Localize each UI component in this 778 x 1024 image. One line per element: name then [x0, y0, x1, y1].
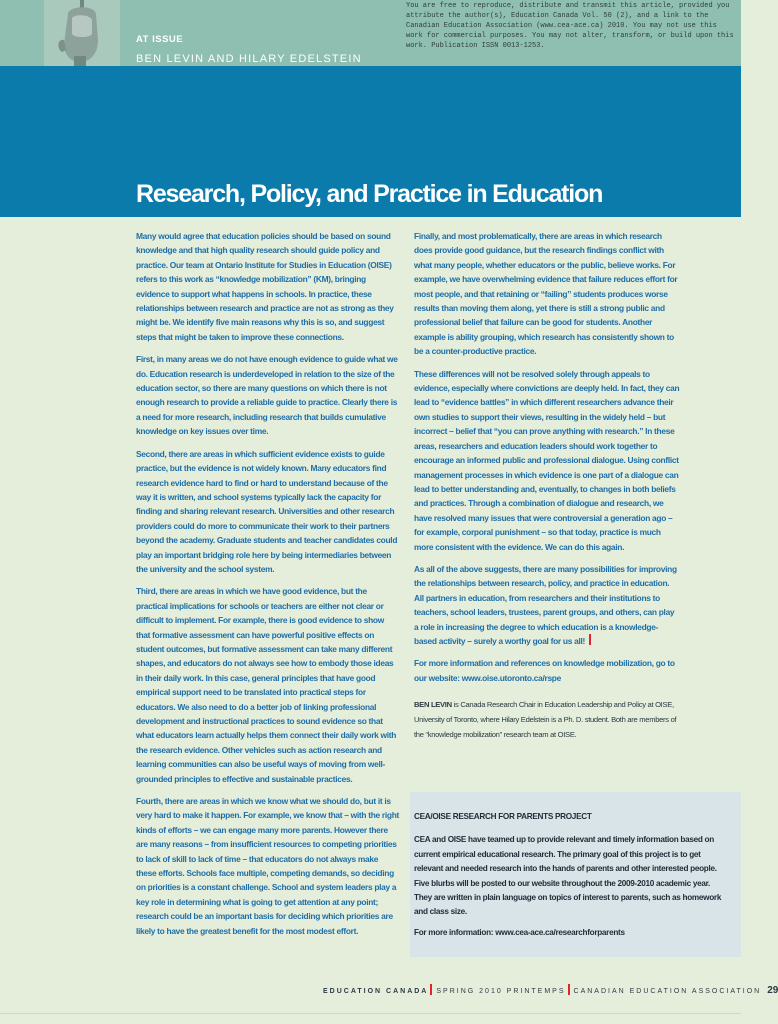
license-notice: You are free to reproduce, distribute and transmit this article, provided you attribute the author(s), Education Canada Vol. 50 (2), and a link to the Canadian Education Association (www.cea-ace.ca) 2010. You may not use this work for commercial purposes. You may not alter, transform, or build upon this work. Publication ISSN 0013-1253. — [406, 2, 734, 50]
bio-text: is Canada Research Chair in Education Leadership and Policy at OISE, University of Toronto, where Hilary Edelstein is a Ph. D. student. Both are members of the “knowledge mobilization” research team at OISE. — [414, 700, 677, 740]
sidebar-heading: CEA/OISE RESEARCH FOR PARENTS PROJECT — [414, 812, 592, 821]
end-mark — [589, 634, 591, 645]
paragraph: Fourth, there are areas in which we know what we should do, but it is very hard to make it happen. For example, we know that – with the right kinds of efforts – we can engage many more parents. However there are many reasons – from insufficient resources to competing priorities to lack of skill to lack of time – that educators do not always make these efforts. Schools face multiple, competing demands, so deciding on priorities is a constant challenge. School and system leaders play a key role in determining what is going to get attention at any point; research could be an important basis for deciding which priorities are likely to have the greatest benefit for the most modest effort. — [136, 796, 400, 936]
boxing-glove-icon — [50, 0, 114, 66]
left-column — [136, 229, 400, 946]
bio-name: BEN LEVIN — [414, 700, 452, 710]
page-footer — [323, 984, 778, 996]
byline: BEN LEVIN AND HILARY EDELSTEIN — [136, 53, 362, 65]
paragraph: Finally, and most problematically, there are areas in which research does provide good guidance, but the research findings conflict with what many people, whether educators or the public, believe works. For example, we have overwhelming evidence that failure reduces effort for most people, and that retaining or “failing” students produces worse results than moving them along, yet there is still a strong public and professional belief that failure can be good for students. Another example is ability grouping, which research has consistently shown to be a counter-productive practice. — [414, 231, 678, 357]
paragraph: Many would agree that education policies should be based on sound knowledge and that high quality research should guide policy and practice. Our team at Ontario Institute for Studies in Education (OISE) refers to this work as “knowledge mobilization” (KM), bringing evidence to support what happens in schools. In practice, these relationships between research and practice are not as strong as they might be. We identify five main reasons why this is so, and suggest steps that might be taken to improve these connections. — [136, 231, 394, 342]
footer-publication: EDUCATION CANADA — [323, 988, 429, 995]
sidebar-body: CEA and OISE have teamed up to provide relevant and timely information based on current empirical educational research. The primary goal of this project is to get relevant and needed research into the hands of parents and other interested people. Five blurbs will be posted to our website throughout the 2009-2010 academic year. They are written in plain language on topics of interest to parents, such as homework and class size. — [414, 835, 722, 917]
paragraph: These differences will not be resolved solely through appeals to evidence, especially where convictions are deeply held. In fact, they can lead to “evidence battles” in which different researchers advance their own studies to support their views, resulting in the widely held – but incorrect – belief that “you can prove anything with research.” In these areas, researchers and education leaders should work together to encourage an informed public and professional dialogue. Using conflict management processes in which evidence is one part of a dialogue can lead to better understanding and, eventually, to changes in both beliefs and practices. Through a combination of dialogue and research, we have resolved many issues that were controversial a generation ago – for example, corporal punishment – so that today, practice is much more consistent with the evidence. We can do this again. — [414, 368, 680, 552]
footer-separator — [430, 984, 432, 995]
paragraph: First, in many areas we do not have enough evidence to guide what we do. Education research is underdeveloped in relation to the size of the education sector, so there are many questions on which there is not enough research to provide a reliable guide to practice. Clearly there is a need for more research, including research that builds cumulative knowledge on key issues over time. — [136, 354, 398, 437]
sidebar-link: For more information: www.cea-ace.ca/researchforparents — [414, 927, 625, 937]
author-photo — [44, 0, 120, 66]
paragraph: Third, there are areas in which we have good evidence, but the practical implications for schools or teachers are either not clear or difficult to implement. For example, there is good evidence to show that formative assessment can have powerful positive effects on student outcomes, but formative assessment can take many different shapes, and educators do not always see how to embody those ideas in their daily work. In this case, general principles that have good empirical support need to be translated into practical steps for educators. We also need to do a better job of linking professional development and instructional practices to sound evidence so that what educators learn actually helps them connect their daily work with the research evidence. Other vehicles such as action research and learning communities can also be useful ways of moving from well-grounded principles to effective and sustainable practices. — [136, 586, 397, 784]
paragraph-text: As all of the above suggests, there are many possibilities for improving the relationships between research, policy, and practice in education. All partners in education, from researchers and their institutions to teachers, school leaders, trustees, parent groups, and others, can play a role in increasing the degree to which education is a knowledge-based activity – surely a worthy goal for us all! — [414, 563, 677, 646]
footer-association: CANADIAN EDUCATION ASSOCIATION — [573, 988, 762, 995]
project-sidebar — [410, 792, 741, 957]
right-column — [414, 229, 680, 742]
paragraph: For more information and references on knowledge mobilization, go to our website: www.oise.utoronto.ca/rspe — [414, 658, 675, 683]
paragraph — [414, 562, 680, 648]
author-bio — [414, 697, 680, 742]
footer-issue: SPRING 2010 PRINTEMPS — [436, 988, 566, 995]
bottom-rule — [0, 1013, 741, 1014]
footer-separator — [568, 984, 570, 995]
section-tag: AT ISSUE — [136, 34, 184, 45]
article-title: Research, Policy, and Practice in Education — [136, 180, 603, 208]
paragraph: Second, there are areas in which sufficient evidence exists to guide practice, but the evidence is not widely known. Many educators find research evidence hard to find or hard to understand because of the way it is written, and school systems typically lack the capacity for finding and sharing relevant research. Universities and other research providers could do more to communicate their work to their partners beyond the academy. Graduate students and teacher candidates could play an important bridging role here by being intermediaries between the university and the school system. — [136, 448, 398, 574]
page-number: 29 — [767, 985, 778, 996]
